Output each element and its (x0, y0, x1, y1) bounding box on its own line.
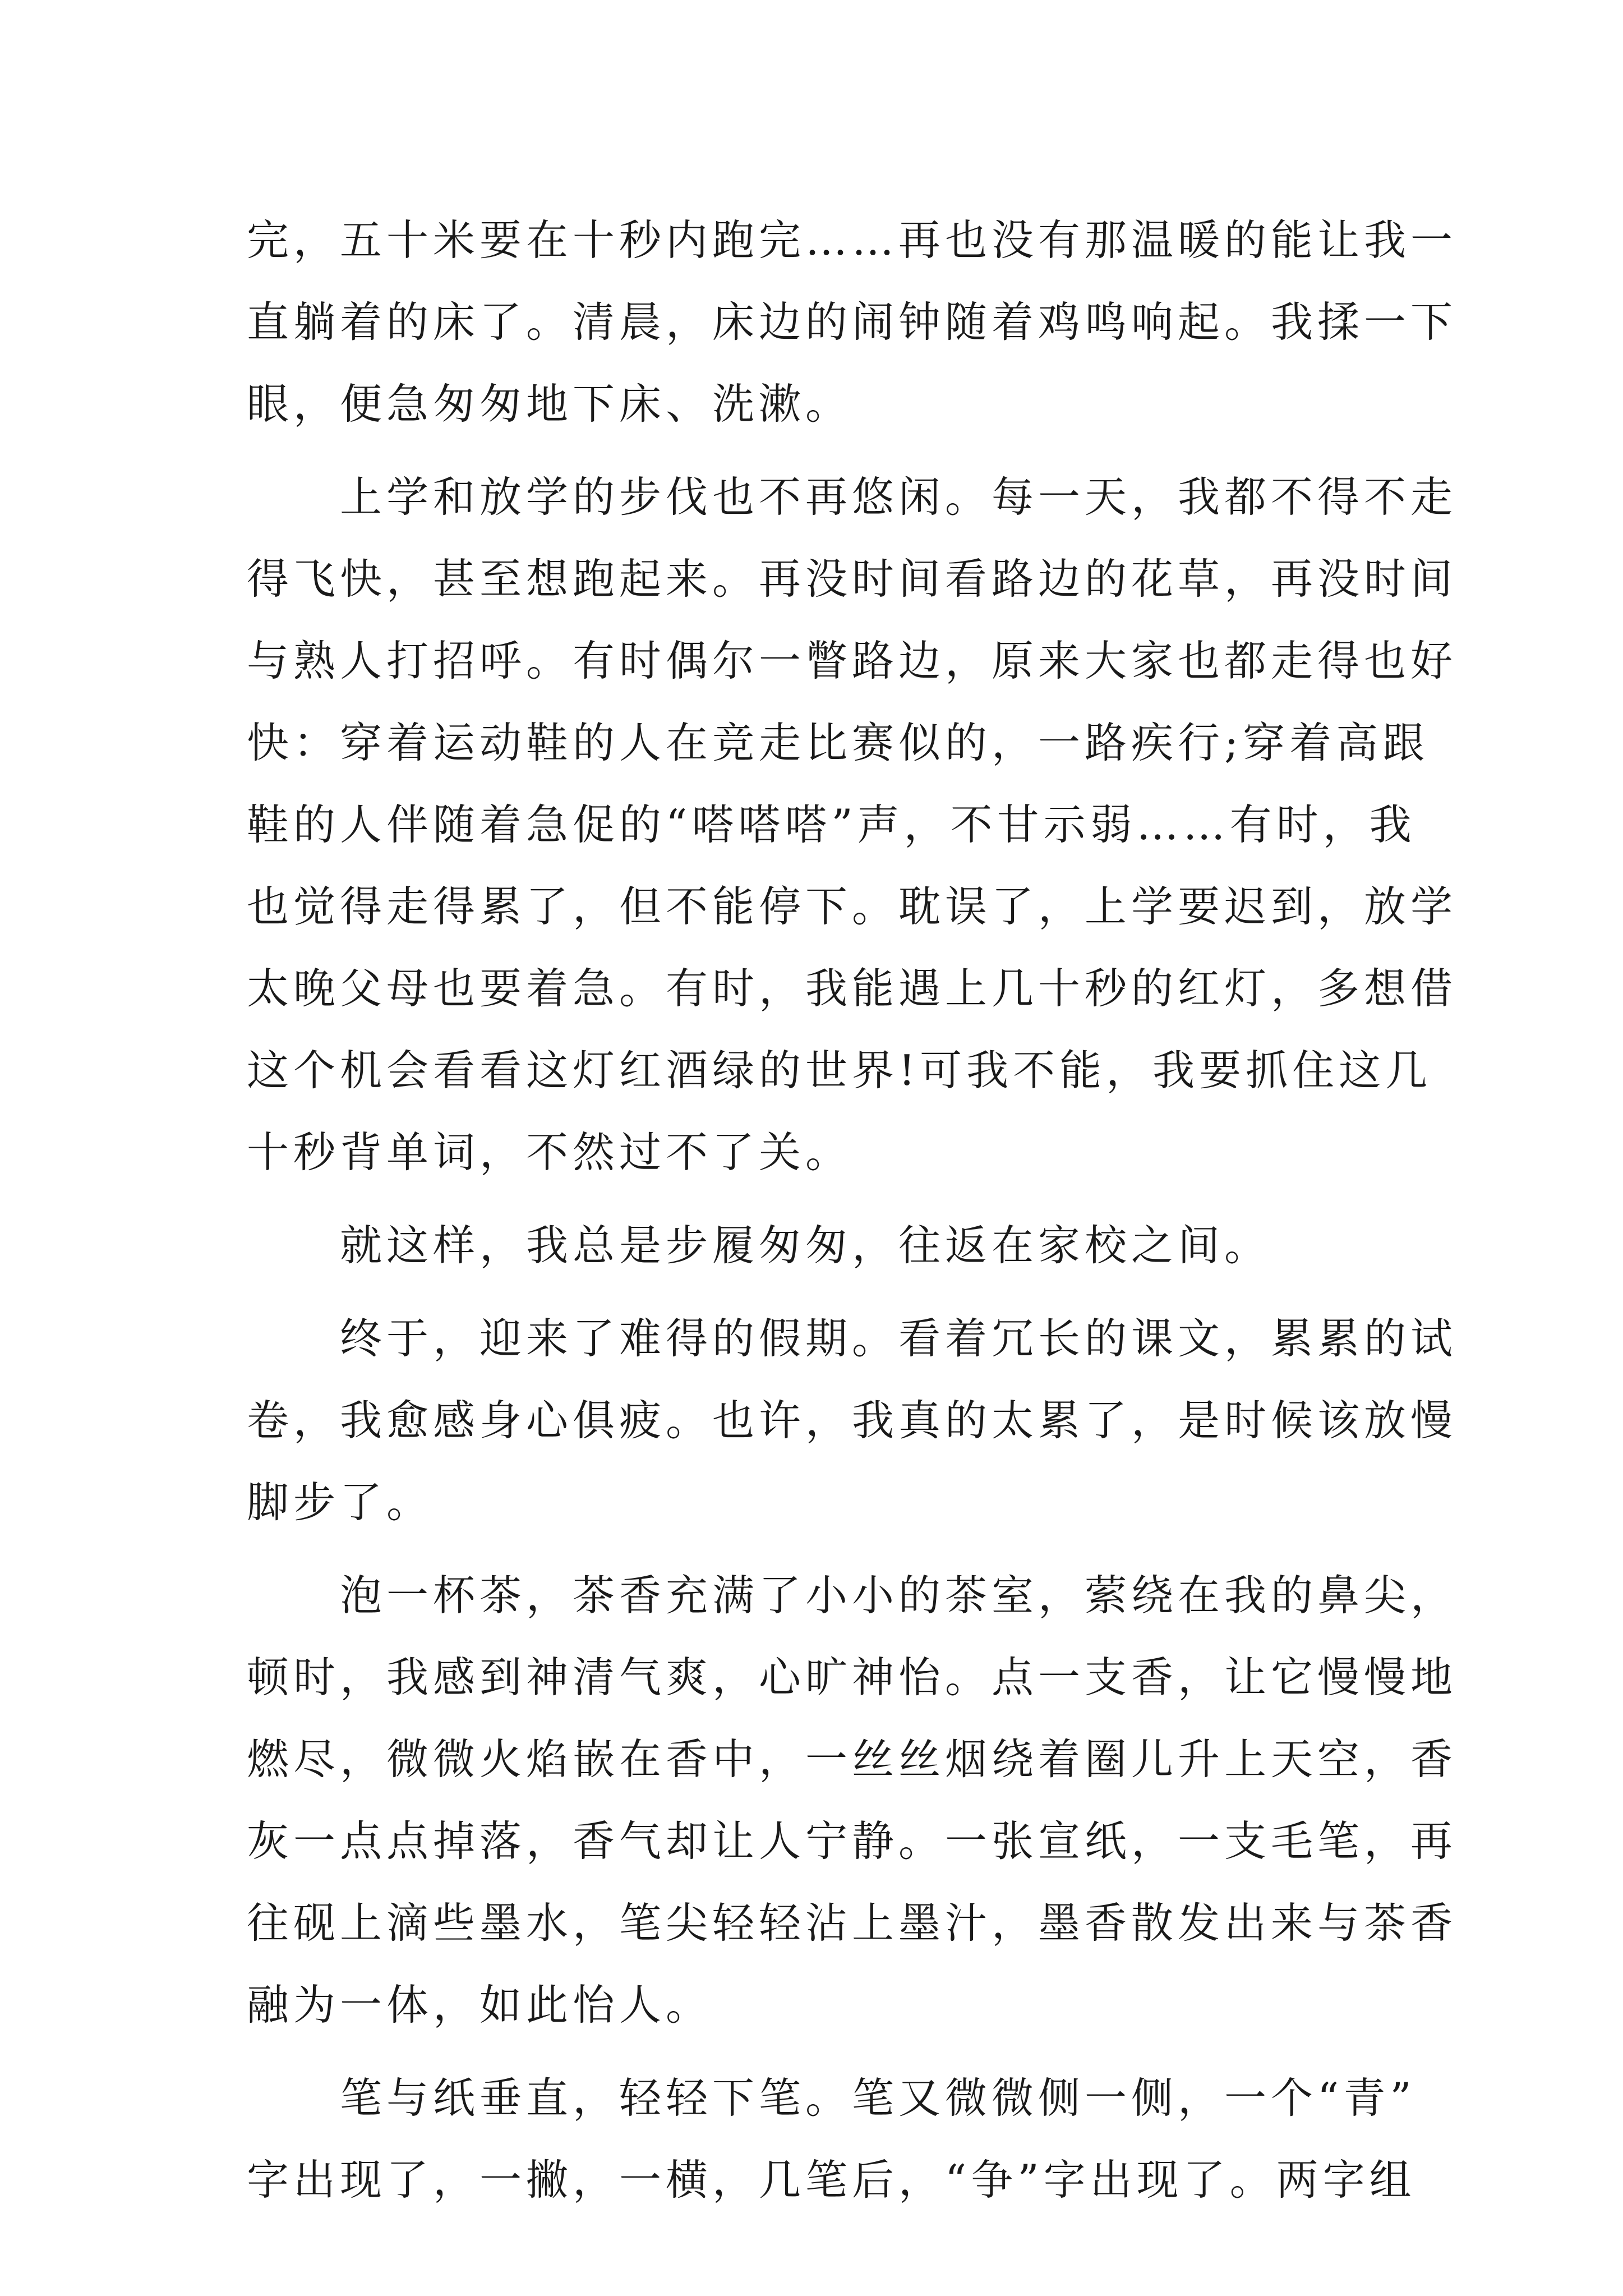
text-line: 这个机会看看这灯红酒绿的世界!可我不能，我要抓住这几 (247, 1046, 1432, 1095)
text-line: 燃尽，微微火焰嵌在香中，一丝丝烟绕着圈儿升上天空，香 (247, 1734, 1458, 1784)
paragraph (247, 199, 1458, 445)
text-line: 鞋的人伴随着急促的“嗒嗒嗒”声，不甘示弱……有时，我 (247, 800, 1416, 849)
text-line: 泡一杯茶，茶香充满了小小的茶室，萦绕在我的鼻尖， (340, 1571, 1458, 1620)
paragraph (247, 2057, 1416, 2221)
text-line: 太晚父母也要着急。有时，我能遇上几十秒的红灯，多想借 (247, 964, 1458, 1013)
text-line: 也觉得走得累了，但不能停下。耽误了，上学要迟到，放学 (247, 882, 1458, 931)
paragraph (247, 1204, 1391, 1286)
text-line: 卷，我愈感身心俱疲。也许，我真的太累了，是时候该放慢 (247, 1396, 1458, 1445)
paragraph (247, 1297, 1458, 1543)
text-line: 就这样，我总是步履匆匆，往返在家校之间。 (340, 1221, 1271, 1270)
text-line: 十秒背单词，不然过不了关。 (247, 1128, 852, 1177)
text-line: 直躺着的床了。清晨，床边的闹钟随着鸡鸣响起。我揉一下 (247, 297, 1458, 347)
text-line: 上学和放学的步伐也不再悠闲。每一天，我都不得不走 (340, 472, 1458, 522)
text-line: 完，五十米要在十秒内跑完……再也没有那温暖的能让我一 (247, 215, 1458, 265)
text-line: 往砚上滴些墨水，笔尖轻轻沾上墨汁，墨香散发出来与茶香 (247, 1898, 1458, 1948)
text-line: 终于，迎来了难得的假期。看着冗长的课文，累累的试 (340, 1314, 1458, 1363)
text-line: 与熟人打招呼。有时偶尔一瞥路边，原来大家也都走得也好 (247, 636, 1458, 685)
text-line: 脚步了。 (247, 1478, 434, 1527)
paragraph (247, 456, 1458, 1193)
text-line: 顿时，我感到神清气爽，心旷神怡。点一支香，让它慢慢地 (247, 1653, 1458, 1702)
text-line: 快：穿着运动鞋的人在竞走比赛似的，一路疾行;穿着高跟 (247, 718, 1430, 767)
essay-body (247, 199, 1458, 2221)
text-line: 笔与纸垂直，轻轻下笔。笔又微微侧一侧，一个“青” (340, 2073, 1416, 2123)
text-line: 得飞快，甚至想跑起来。再没时间看路边的花草，再没时间 (247, 554, 1458, 604)
paragraph (247, 1554, 1458, 2046)
text-line: 字出现了，一撇，一横，几笔后，“争”字出现了。两字组 (247, 2155, 1416, 2205)
text-line: 灰一点点掉落，香气却让人宁静。一张宣纸，一支毛笔，再 (247, 1816, 1458, 1866)
text-line: 眼，便急匆匆地下床、洗漱。 (247, 379, 852, 429)
text-line: 融为一体，如此怡人。 (247, 1980, 713, 2030)
